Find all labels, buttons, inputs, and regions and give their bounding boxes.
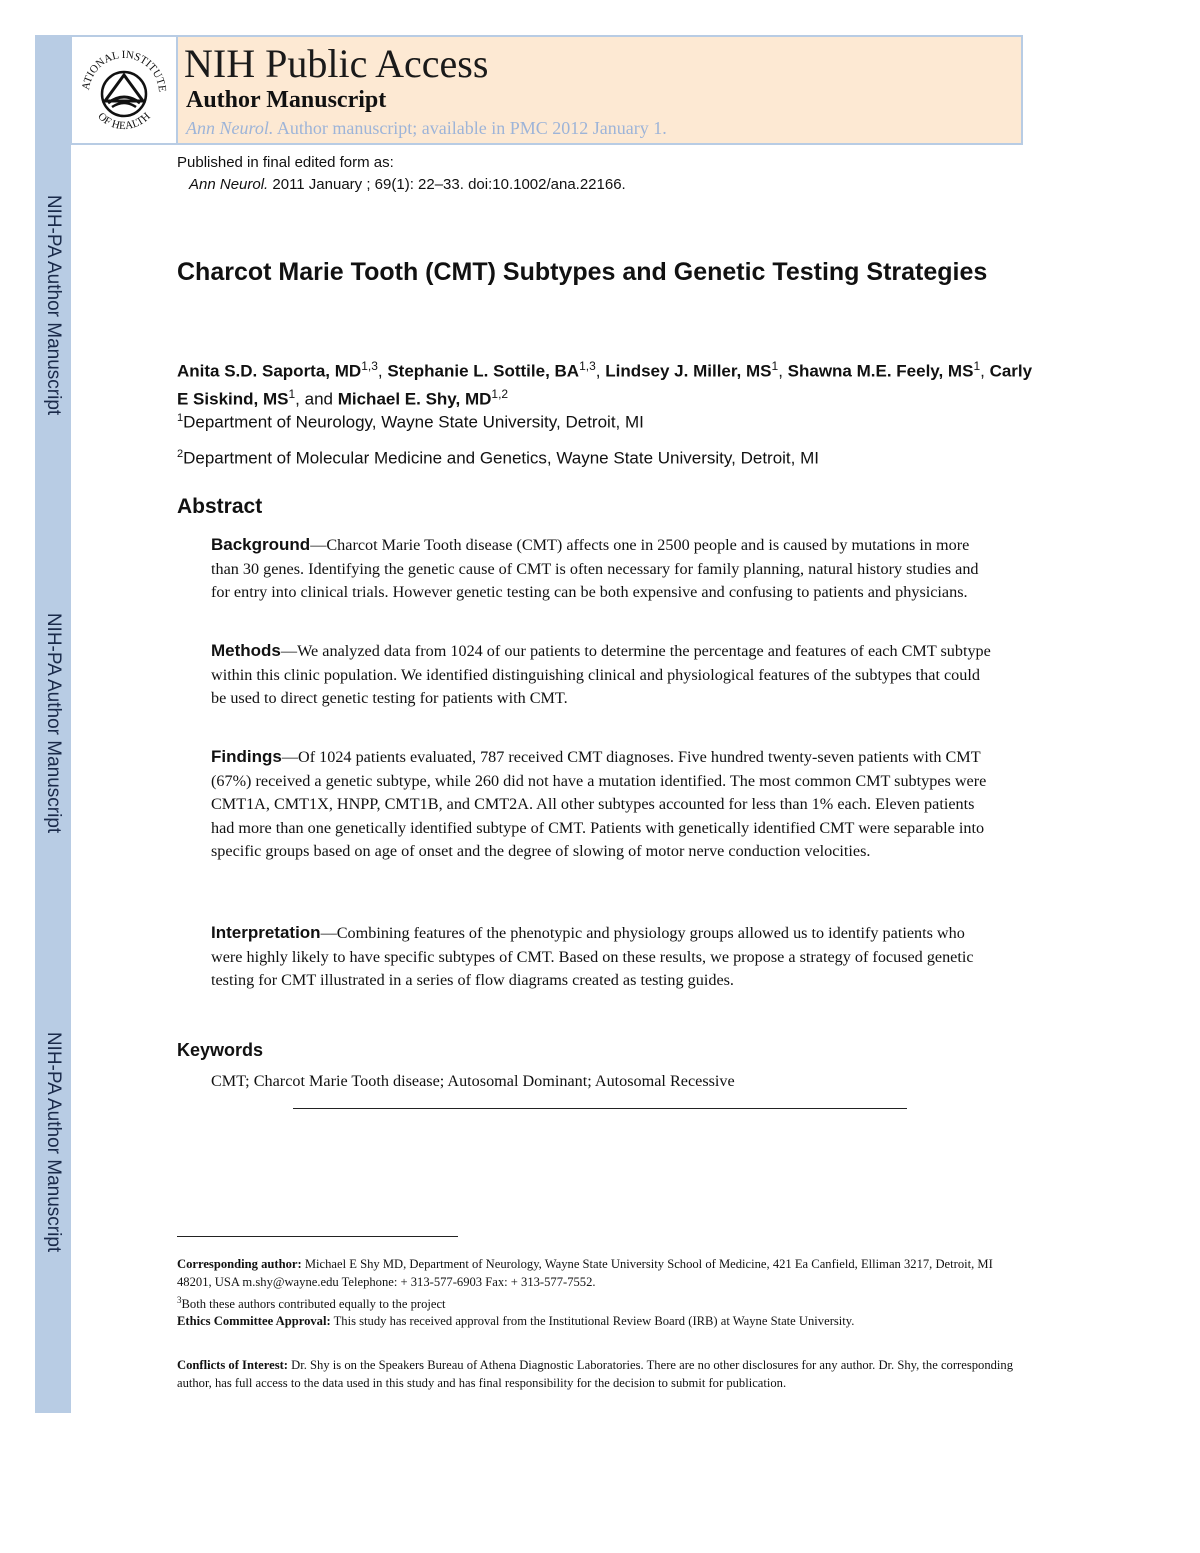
author-name: Anita S.D. Saporta, MD: [177, 361, 362, 381]
footnote-label: Ethics Committee Approval:: [177, 1314, 331, 1328]
footnote-ethics: [177, 1312, 1017, 1330]
citation-text: 2011 January ; 69(1): 22–33. doi:10.1002/ana.22166.: [268, 176, 626, 193]
svg-text:OF HEALTH: [95, 110, 152, 132]
author-separator: ,: [595, 361, 606, 381]
abstract-background: [211, 533, 991, 605]
header-subtitle: Author Manuscript: [186, 87, 387, 113]
logo-text-bottom: OF HEALTH: [95, 110, 153, 133]
author-name: Lindsey J. Miller, MS: [605, 361, 772, 381]
section-text: —We analyzed data from 1024 of our patients to determine the percentage and features of each CMT subtype within this clinic population. We identified distinguishing clinical and physiological features of the subtypes that could be used to direct genetic testing for patients with CMT.: [211, 642, 991, 707]
footnote-conflicts: [177, 1356, 1017, 1392]
section-label: Background: [211, 535, 311, 554]
sidebar-label: NIH-PA Author Manuscript: [43, 612, 64, 834]
author-name: Stephanie L. Sottile, BA: [387, 361, 580, 381]
author-separator: ,: [980, 361, 990, 381]
published-label: Published in final edited form as:: [177, 154, 394, 171]
svg-text:NATIONAL INSTITUTES: [72, 37, 168, 93]
footnote-text: Both these authors contributed equally to the project: [181, 1297, 446, 1312]
keywords-list: CMT; Charcot Marie Tooth disease; Autosomal Dominant; Autosomal Recessive: [211, 1072, 735, 1090]
author-affil-sup: 1: [288, 386, 296, 401]
citation-journal: Ann Neurol.: [189, 176, 269, 193]
affiliation-text: Department of Neurology, Wayne State University, Detroit, MI: [183, 412, 644, 432]
nih-logo: [72, 37, 178, 143]
author-affil-sup: 1,2: [491, 386, 509, 401]
affiliation-text: Department of Molecular Medicine and Genetics, Wayne State University, Detroit, MI: [183, 448, 819, 468]
sidebar-label: NIH-PA Author Manuscript: [43, 194, 64, 416]
author-affil-sup: 1,3: [579, 359, 596, 373]
abstract-heading: Abstract: [177, 495, 263, 518]
section-label: Methods: [211, 641, 281, 660]
author-list: [177, 355, 1037, 410]
nih-logo-icon: [72, 37, 176, 143]
author-separator: ,: [377, 361, 388, 381]
availability-line: [186, 118, 667, 139]
footnote-label: Conflicts of Interest:: [177, 1358, 288, 1372]
availability-text: Author manuscript; available in PMC 2012 January 1.: [273, 118, 667, 138]
affiliation-sup: 2: [177, 448, 184, 460]
affiliation-sup: 1: [177, 412, 184, 424]
affiliation: [177, 412, 644, 433]
footnote-label: Corresponding author:: [177, 1257, 302, 1271]
author-affil-sup: 1: [771, 359, 779, 373]
section-text: —Combining features of the phenotypic and physiology groups allowed us to identify patients who were highly likely to have specific subtypes of CMT. Based on these results, we propose a strategy of focused genetic testing for CMT illustrated in a series of flow diagrams created as testing guides.: [211, 924, 974, 989]
divider: [293, 1108, 907, 1109]
abstract-methods: [211, 639, 991, 711]
footnote-text: Dr. Shy is on the Speakers Bureau of Athena Diagnostic Laboratories. There are no other disclosures for any author. Dr. Shy, the corresponding author, has full access to the data used in this study and has final responsibility for the decision to submit for publication.: [177, 1358, 1014, 1390]
keywords-heading: Keywords: [177, 1040, 264, 1060]
section-text: —Of 1024 patients evaluated, 787 received CMT diagnoses. Five hundred twenty-seven patients with CMT (67%) received a genetic subtype, while 260 did not have a mutation identified. The most common CMT subtypes were CMT1A, CMT1X, HNPP, CMT1B, and CMT2A. All other subtypes accounted for less than 1% each. Eleven patients had more than one genetically identified subtype of CMT. Patients with genetically identified CMT were separable into specific groups based on age of onset and the degree of slowing of motor nerve conduction velocities.: [211, 748, 987, 860]
article-title: Charcot Marie Tooth (CMT) Subtypes and Genetic Testing Strategies: [177, 258, 988, 286]
footnote-sup: 3: [177, 1295, 182, 1305]
author-separator: ,: [778, 361, 788, 381]
section-label: Findings: [211, 747, 282, 766]
author-affil-sup: 1,3: [361, 359, 378, 373]
affiliation: [177, 448, 819, 469]
abstract-findings: [211, 745, 991, 864]
author-separator: , and: [295, 389, 338, 409]
footnote-text: This study has received approval from the Institutional Review Board (IRB) at Wayne State University.: [330, 1314, 855, 1328]
availability-journal: Ann Neurol.: [186, 118, 274, 138]
published-info: [177, 152, 626, 196]
footnote-corresponding: [177, 1255, 1017, 1313]
author-name: Carly E Siskind, MS: [177, 361, 1033, 409]
section-label: Interpretation: [211, 923, 321, 942]
citation: [177, 174, 626, 196]
nih-header: [70, 35, 1023, 145]
footnote-text: Michael E Shy MD, Department of Neurology, Wayne State University School of Medicine, 421 Ea Canfield, Elliman 3217, Detroit, MI 48201, USA m.shy@wayne.edu Telephone: + 313-577-6903 Fax: + 313-577-7552.: [177, 1257, 993, 1289]
logo-text-top: ATIONAL INSTITUTE: [80, 48, 169, 93]
abstract-interpretation: [211, 921, 991, 993]
sidebar-label: NIH-PA Author Manuscript: [43, 1031, 64, 1253]
section-text: —Charcot Marie Tooth disease (CMT) affects one in 2500 people and is caused by mutations in more than 30 genes. Identifying the genetic cause of CMT is often necessary for family planning, natural history studies and for entry into clinical trials. However genetic testing can be both expensive and confusing to patients and physicians.: [211, 536, 979, 601]
author-name: Michael E. Shy, MD: [337, 389, 492, 409]
author-name: Shawna M.E. Feely, MS: [787, 361, 974, 381]
author-affil-sup: 1: [973, 359, 981, 373]
footnote-divider: [177, 1236, 458, 1237]
header-title: NIH Public Access: [184, 41, 489, 86]
